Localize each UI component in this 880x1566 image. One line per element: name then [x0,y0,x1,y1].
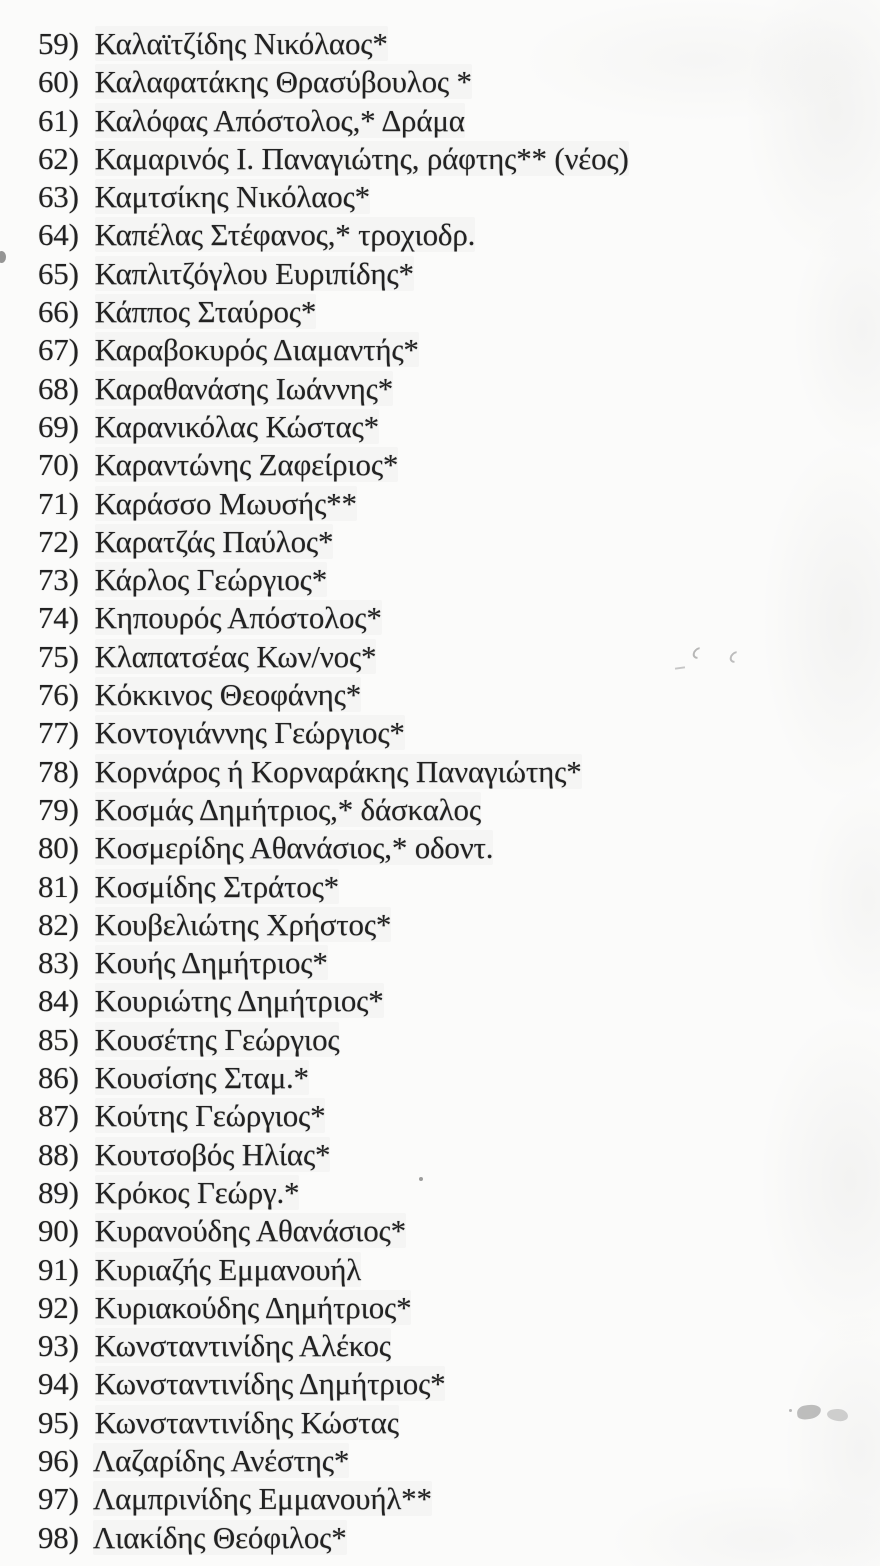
item-name-text: Κυρανούδης Αθανάσιος* [94,1213,406,1249]
list-item [38,1174,880,1212]
item-name-text: Κουτσοβός Ηλίας* [94,1136,331,1172]
list-item [38,714,880,752]
item-number: 78) [38,753,79,789]
list-item [38,791,880,829]
item-number: 77) [38,715,79,751]
list-item [38,638,880,676]
list-item [38,370,880,408]
list-item [38,485,880,523]
item-name-text: Κοσμάς Δημήτριος,* δάσκαλος [94,791,481,827]
item-number: 67) [38,332,79,368]
item-name-text: Κάππος Σταύρος* [94,294,317,330]
item-name-text: Καλαϊτζίδης Νικόλαος* [94,26,388,61]
item-name-text: Καλόφας Απόστολος,* Δράμα [94,102,465,138]
item-name-text: Κοσμίδης Στράτος* [94,868,339,904]
item-number: 63) [38,179,79,215]
list-item [38,1327,880,1365]
list-item [38,293,880,331]
item-name-text: Κουσέτης Γεώργιος [94,1021,340,1057]
item-number: 98) [38,1519,79,1555]
item-number: 75) [38,638,79,674]
list-item [38,676,880,714]
list-item [38,63,880,101]
list-item [38,178,880,216]
list-item [38,102,880,140]
item-number: 62) [38,140,79,176]
list-item [38,1480,880,1518]
list-item [38,829,880,867]
list-item [38,25,880,63]
item-number: 93) [38,1328,79,1364]
list-item [38,1136,880,1174]
list-item [38,408,880,446]
list-item [38,1289,880,1327]
item-number: 84) [38,983,79,1019]
item-name-text: Κουσίσης Σταμ.* [94,1060,309,1096]
item-number: 74) [38,600,79,636]
item-name-text: Καράσσο Μωυσής** [94,485,357,521]
list-item [38,982,880,1020]
item-number: 86) [38,1060,79,1096]
item-name-text: Κορνάρος ή Κορναράκης Παναγιώτης* [94,753,582,789]
list-item [38,1021,880,1059]
item-number: 82) [38,906,79,942]
list-item [38,216,880,254]
item-number: 65) [38,255,79,291]
item-number: 60) [38,64,79,100]
item-name-text: Καμαρινός Ι. Παναγιώτης, ράφτης** (νέος) [94,140,629,176]
list-item [38,523,880,561]
item-number: 64) [38,217,79,253]
item-name-text: Κούτης Γεώργιος* [94,1098,326,1134]
item-name-text: Καραθανάσης Ιωάννης* [94,370,394,406]
item-name-text: Καρατζάς Παύλος* [94,523,334,559]
list-item [38,1059,880,1097]
item-number: 70) [38,447,79,483]
list-item [38,331,880,369]
list-item [38,446,880,484]
item-number: 94) [38,1366,79,1402]
item-number: 73) [38,562,79,598]
item-name-text: Καρανικόλας Κώστας* [94,408,379,444]
list-item [38,868,880,906]
item-name-text: Κωνσταντινίδης Κώστας [94,1404,399,1440]
item-name-text: Κωνσταντινίδης Αλέκος [94,1328,391,1364]
list-item [38,1251,880,1289]
list-item [38,561,880,599]
item-name-text: Καλαφατάκης Θρασύβουλος * [94,64,472,100]
item-number: 76) [38,677,79,713]
item-name-text: Κωνσταντινίδης Δημήτριος* [94,1366,446,1402]
item-name-text: Κοντογιάννης Γεώργιος* [94,715,405,751]
item-name-text: Καραβοκυρός Διαμαντής* [94,332,419,368]
item-name-text: Κηπουρός Απόστολος* [94,600,382,636]
list-item [38,753,880,791]
item-name-text: Κλαπατσέας Κων/νος* [94,638,377,674]
item-number: 88) [38,1136,79,1172]
list-item [38,944,880,982]
list-item [38,906,880,944]
list-item [38,1442,880,1480]
item-name-text: Καπέλας Στέφανος,* τροχιοδρ. [94,217,476,253]
item-name-text: Κυριαζής Εμμανουήλ [94,1251,362,1287]
item-name-text: Καμτσίκης Νικόλαος* [94,179,370,215]
item-name-text: Κόκκινος Θεοφάνης* [94,677,362,713]
item-number: 87) [38,1098,79,1134]
item-name-text: Κάρλος Γεώργιος* [94,562,327,598]
item-name-text: Κρόκος Γεώργ.* [94,1174,300,1210]
item-name-text: Κουής Δημήτριος* [94,945,328,981]
list-item [38,255,880,293]
item-number: 81) [38,868,79,904]
item-name-text: Λαμπρινίδης Εμμανουήλ** [92,1481,432,1517]
item-number: 92) [38,1289,79,1325]
list-item [38,599,880,637]
item-number: 85) [38,1021,79,1057]
item-name-text: Κουβελιώτης Χρήστος* [94,906,392,942]
item-name-text: Κυριακούδης Δημήτριος* [94,1289,412,1325]
item-number: 91) [38,1251,79,1287]
item-number: 97) [38,1481,79,1517]
item-number: 59) [38,26,79,61]
item-number: 68) [38,370,79,406]
item-number: 69) [38,408,79,444]
item-name-text: Καραντώνης Ζαφείριος* [94,447,399,483]
list-item [38,1365,880,1403]
item-number: 89) [38,1174,79,1210]
item-name-text: Καπλιτζόγλου Ευριπίδης* [94,255,414,291]
list-item [38,1404,880,1442]
list-item [38,1212,880,1250]
item-name-text: Λαζαρίδης Ανέστης* [92,1442,350,1478]
item-name-text: Κουριώτης Δημήτριος* [94,983,384,1019]
item-number: 90) [38,1213,79,1249]
item-number: 61) [38,102,79,138]
item-number: 83) [38,945,79,981]
item-number: 80) [38,830,79,866]
list-item [38,1097,880,1135]
list-item [38,140,880,178]
item-number: 79) [38,791,79,827]
item-number: 72) [38,523,79,559]
item-number: 71) [38,485,79,521]
item-name-text: Κοσμερίδης Αθανάσιος,* οδοντ. [94,830,494,866]
list-item [38,1519,880,1557]
item-number: 96) [38,1442,79,1478]
item-number: 66) [38,294,79,330]
item-name-text: Λιακίδης Θεόφιλος* [92,1519,347,1555]
item-number: 95) [38,1404,79,1440]
